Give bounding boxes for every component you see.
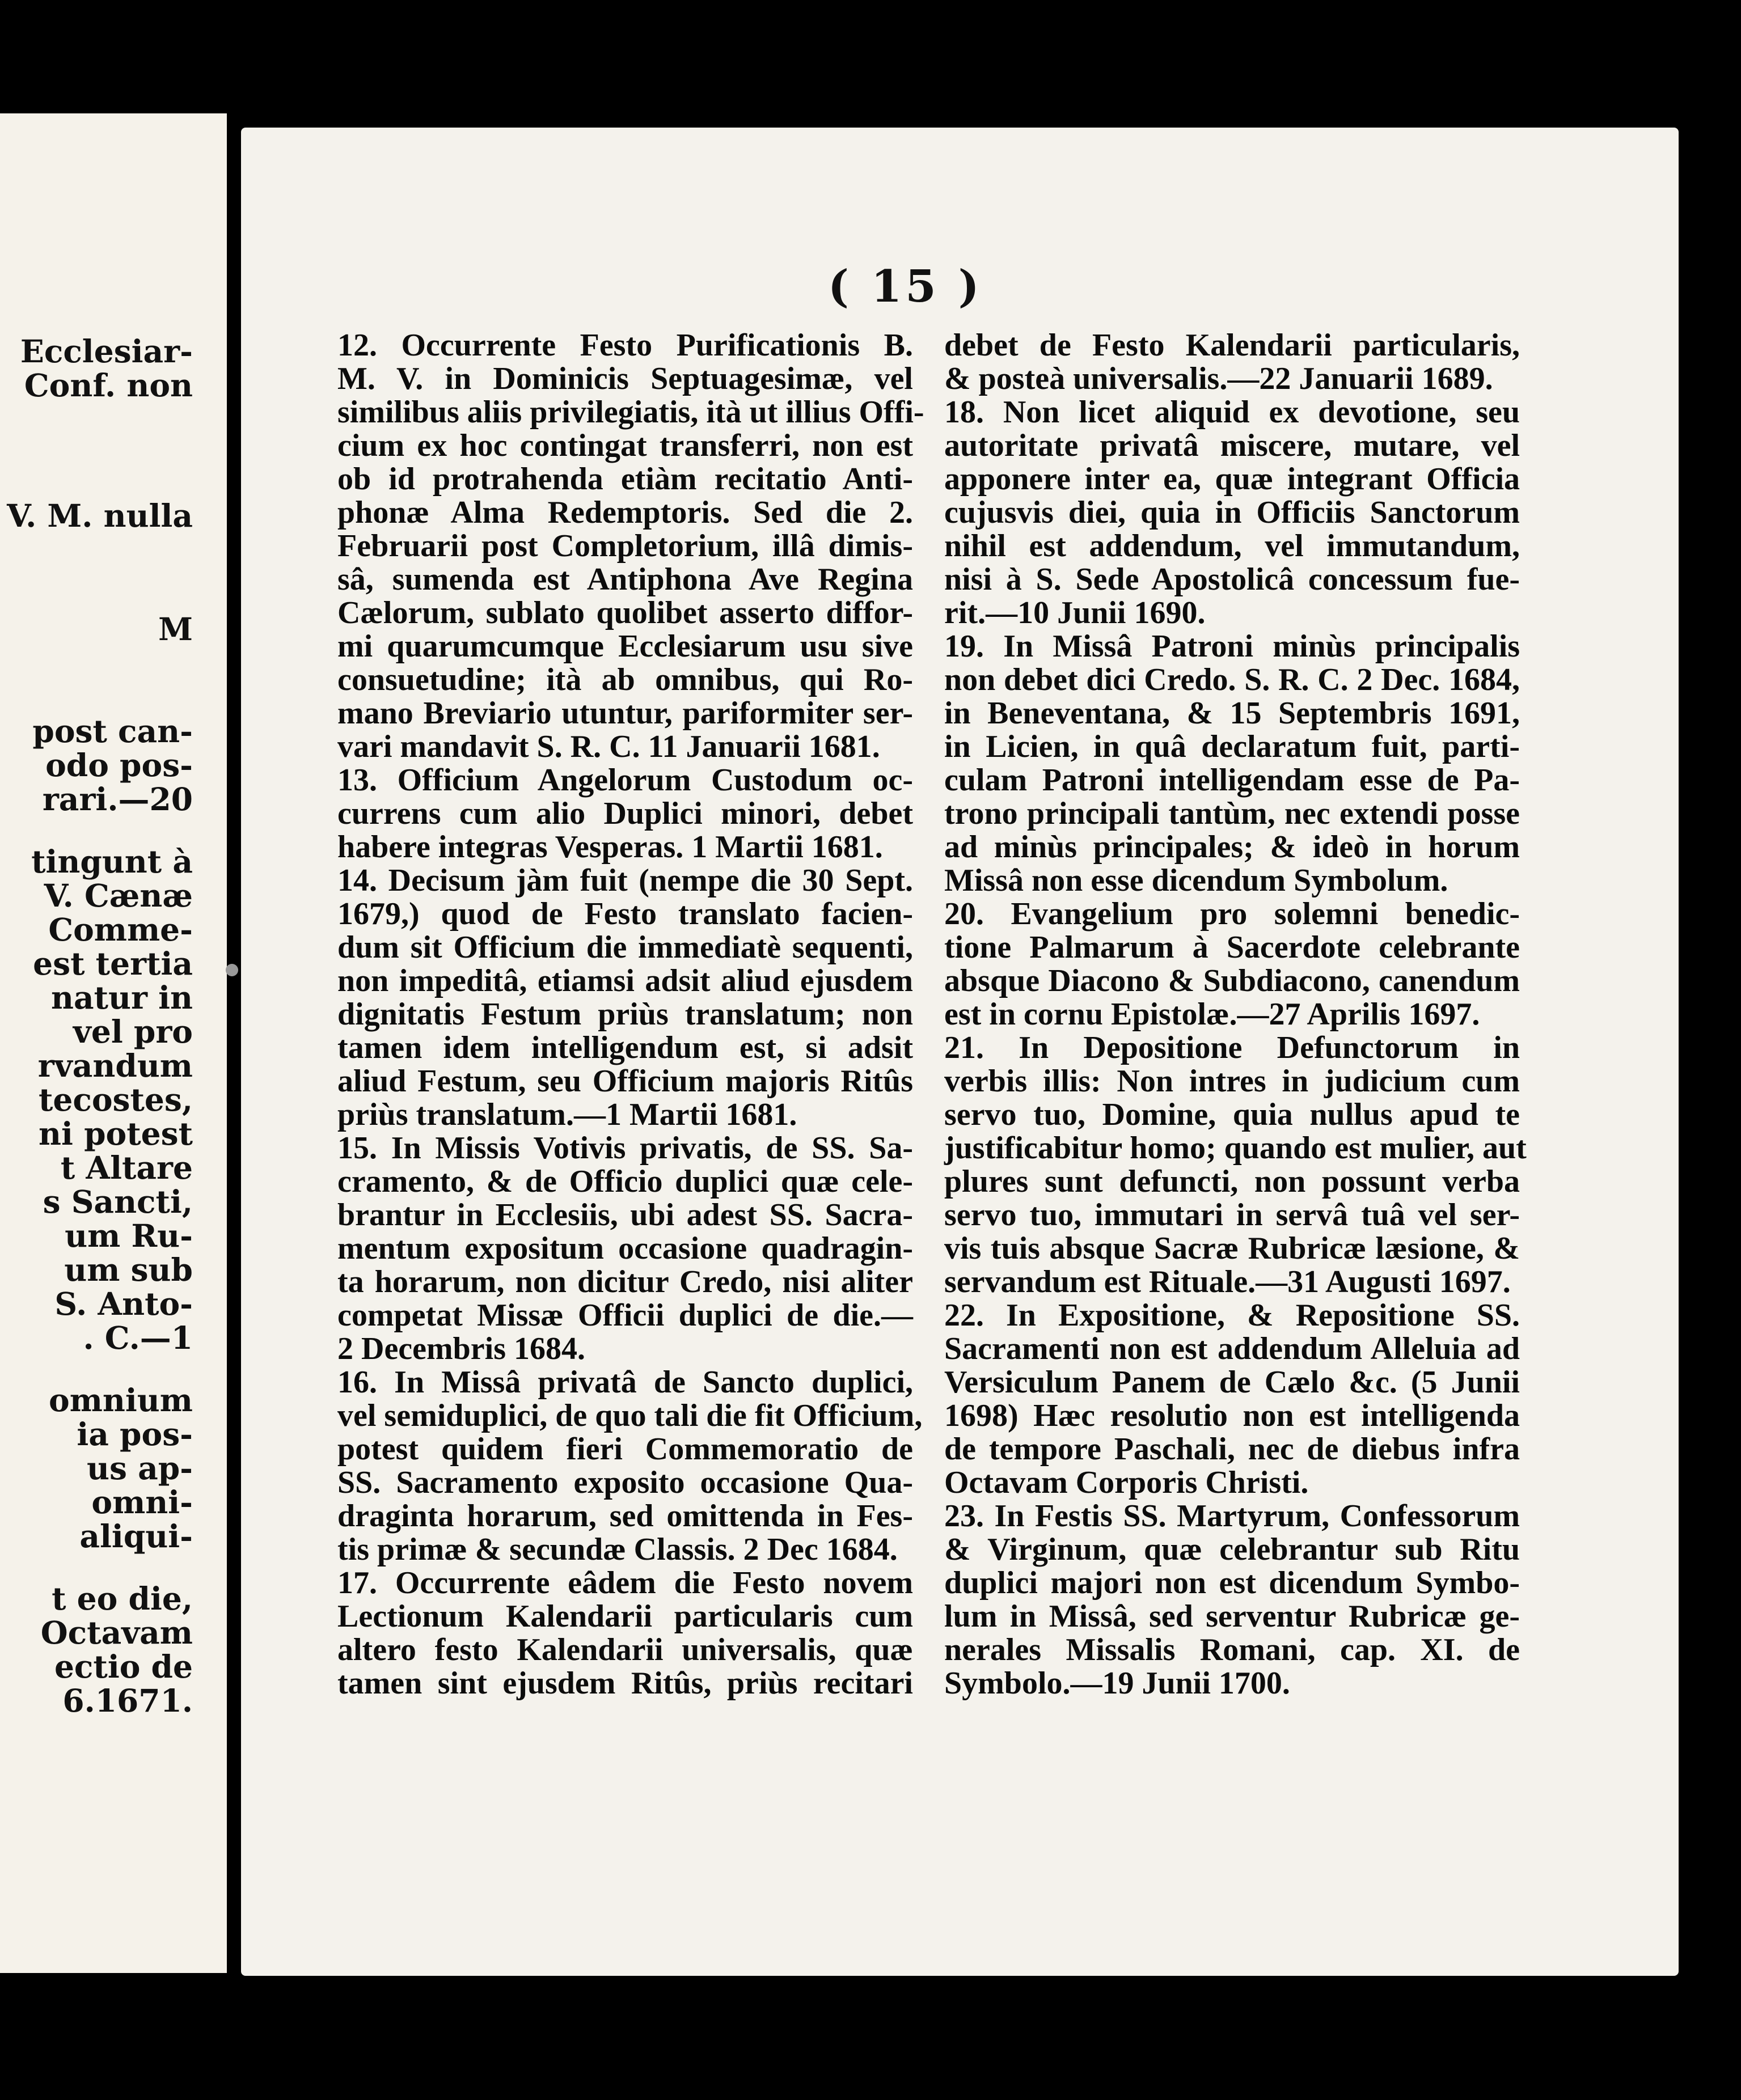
- text-line: priùs translatum.—1 Martii 1681.: [337, 1097, 797, 1132]
- text-line: Missâ non esse dicendum Symbolum.: [944, 863, 1448, 898]
- text-line: 14. Decisum jàm fuit (nempe die 30 Sept.: [337, 863, 913, 898]
- left-page-line: V. Cænæ: [44, 877, 193, 914]
- text-line: competat Missæ Officii duplici de die.—: [337, 1298, 913, 1333]
- left-page-line: Ecclesiar-: [20, 333, 193, 370]
- text-line: mano Breviario utuntur, pariformiter ser-: [337, 696, 913, 731]
- text-line: justificabitur homo; quando est mulier, aut: [944, 1131, 1527, 1166]
- left-page-line: omnium: [49, 1382, 193, 1419]
- text-line: tamen idem intelligendum est, si adsit: [337, 1030, 913, 1065]
- text-line: dum sit Officium die immediatè sequenti,: [337, 930, 913, 965]
- left-page-line: rvandum: [37, 1047, 193, 1084]
- text-line: M. V. in Dominicis Septuagesimæ, vel: [337, 361, 913, 396]
- left-page-line: rari.—20: [42, 781, 193, 818]
- left-page-line: Comme-: [48, 911, 193, 948]
- text-line: Versiculum Panem de Cælo &c. (5 Junii: [944, 1365, 1520, 1400]
- text-line: vis tuis absque Sacræ Rubricæ læsione, &: [944, 1231, 1520, 1266]
- text-line: cium ex hoc contingat transferri, non est: [337, 428, 913, 463]
- left-page-line: us ap-: [86, 1450, 193, 1487]
- text-line: verbis illis: Non intres in judicium cum: [944, 1064, 1520, 1099]
- text-line: est in cornu Epistolæ.—27 Aprilis 1697.: [944, 997, 1480, 1032]
- text-line: sâ, sumenda est Antiphona Ave Regina: [337, 562, 913, 597]
- text-line: tamen sint ejusdem Ritûs, priùs recitari: [337, 1666, 913, 1701]
- text-line: & Virginum, quæ celebrantur sub Ritu: [944, 1532, 1520, 1567]
- text-line: 19. In Missâ Patroni minùs principalis: [944, 629, 1520, 664]
- text-line: consuetudine; ità ab omnibus, qui Ro-: [337, 662, 913, 697]
- text-line: 20. Evangelium pro solemni benedic-: [944, 896, 1520, 932]
- text-line: cujusvis diei, quia in Officiis Sanctorum: [944, 495, 1520, 530]
- left-page-line: est tertia: [33, 945, 193, 982]
- text-line: Sacramenti non est addendum Alleluia ad: [944, 1331, 1520, 1366]
- left-page-line: t Altare: [60, 1149, 193, 1186]
- text-line: Cælorum, sublato quolibet asserto diffor-: [337, 595, 913, 630]
- left-page-line: Conf. non: [24, 367, 193, 404]
- text-line: vel semiduplici, de quo tali die fit Officium,: [337, 1398, 923, 1433]
- left-page-line: t eo die,: [52, 1580, 193, 1617]
- left-page-line: Octavam: [40, 1614, 193, 1651]
- left-page-line: ni potest: [39, 1115, 193, 1152]
- text-line: 21. In Depositione Defunctorum in: [944, 1030, 1520, 1065]
- text-line: in Beneventana, & 15 Septembris 1691,: [944, 696, 1520, 731]
- left-page-line: aliqui-: [79, 1518, 193, 1555]
- left-page-line: vel pro: [73, 1013, 193, 1050]
- text-line: SS. Sacramento exposito occasione Qua-: [337, 1465, 913, 1500]
- text-line: lum in Missâ, sed serventur Rubricæ ge-: [944, 1599, 1520, 1634]
- text-line: Lectionum Kalendarii particularis cum: [337, 1599, 913, 1634]
- left-page-line: um Ru-: [65, 1217, 193, 1254]
- text-line: nihil est addendum, vel immutandum,: [944, 528, 1520, 564]
- left-page-line: ectio de: [54, 1648, 193, 1685]
- left-page-line: tecostes,: [38, 1081, 193, 1118]
- text-line: culam Patroni intelligendam esse de Pa-: [944, 763, 1520, 798]
- text-column-left: [337, 328, 924, 1701]
- text-line: mi quarumcumque Ecclesiarum usu sive: [337, 629, 913, 664]
- text-line: ob id protrahenda etiàm recitatio Anti-: [337, 462, 913, 497]
- text-line: 16. In Missâ privatâ de Sancto duplici,: [337, 1365, 913, 1400]
- text-line: nerales Missalis Romani, cap. XI. de: [944, 1632, 1520, 1667]
- text-line: non debet dici Credo. S. R. C. 2 Dec. 1684,: [944, 662, 1520, 697]
- text-line: de tempore Paschali, nec de diebus infra: [944, 1432, 1520, 1467]
- text-line: currens cum alio Duplici minori, debet: [337, 796, 913, 831]
- left-page-line: V. M. nulla: [7, 497, 193, 534]
- text-line: Octavam Corporis Christi.: [944, 1465, 1309, 1500]
- text-line: draginta horarum, sed omittenda in Fes-: [337, 1498, 913, 1534]
- left-page-line: s Sancti,: [43, 1183, 193, 1220]
- left-page-fragment: [0, 113, 227, 1973]
- text-line: habere integras Vesperas. 1 Martii 1681.: [337, 829, 883, 865]
- text-line: phonæ Alma Redemptoris. Sed die 2.: [337, 495, 913, 530]
- text-line: servo tuo, Domine, quia nullus apud te: [944, 1097, 1520, 1132]
- text-line: nisi à S. Sede Apostolicâ concessum fue-: [944, 562, 1520, 597]
- text-line: similibus aliis privilegiatis, ità ut illius Offi-: [337, 395, 924, 430]
- text-column-right: [944, 328, 1527, 1701]
- text-line: plures sunt defuncti, non possunt verba: [944, 1164, 1520, 1199]
- text-line: mentum expositum occasione quadragin-: [337, 1231, 913, 1266]
- text-line: 17. Occurrente eâdem die Festo novem: [337, 1565, 913, 1601]
- text-line: in Licien, in quâ declaratum fuit, parti-: [944, 729, 1520, 764]
- text-line: servandum est Rituale.—31 Augusti 1697.: [944, 1264, 1511, 1299]
- text-line: non impeditâ, etiamsi adsit aliud ejusdem: [337, 963, 913, 998]
- text-line: & posteà universalis.—22 Januarii 1689.: [944, 361, 1493, 396]
- text-line: 1698) Hæc resolutio non est intelligenda: [944, 1398, 1520, 1433]
- left-page-line: um sub: [64, 1251, 193, 1288]
- text-line: Symbolo.—19 Junii 1700.: [944, 1666, 1290, 1701]
- text-line: servo tuo, immutari in servâ tuâ vel ser-: [944, 1197, 1520, 1233]
- text-line: 18. Non licet aliquid ex devotione, seu: [944, 395, 1520, 430]
- left-page-line: post can-: [32, 713, 193, 750]
- page-number: ( 15 ): [828, 261, 983, 312]
- text-line: duplici majori non est dicendum Symbo-: [944, 1565, 1520, 1601]
- text-line: altero festo Kalendarii universalis, quæ: [337, 1632, 913, 1667]
- text-line: potest quidem fieri Commemoratio de: [337, 1432, 913, 1467]
- text-line: cramento, & de Officio duplici quæ cele-: [337, 1164, 913, 1199]
- text-line: 15. In Missis Votivis privatis, de SS. Sa-: [337, 1131, 913, 1166]
- text-line: 12. Occurrente Festo Purificationis B.: [337, 328, 913, 363]
- left-page-line: tingunt à: [31, 843, 193, 880]
- text-line: rit.—10 Junii 1690.: [944, 595, 1206, 630]
- text-line: 22. In Expositione, & Repositione SS.: [944, 1298, 1520, 1333]
- text-line: tis primæ & secundæ Classis. 2 Dec 1684.: [337, 1532, 898, 1567]
- left-page-line: S. Anto-: [54, 1285, 193, 1322]
- text-line: 2 Decembris 1684.: [337, 1331, 586, 1366]
- text-line: vari mandavit S. R. C. 11 Januarii 1681.: [337, 729, 880, 764]
- text-line: 1679,) quod de Festo translato facien-: [337, 896, 913, 932]
- text-line: autoritate privatâ miscere, mutare, vel: [944, 428, 1520, 463]
- text-line: Februarii post Completorium, illâ dimis-: [337, 528, 913, 564]
- text-line: aliud Festum, seu Officium majoris Ritûs: [337, 1064, 913, 1099]
- left-page-line: . C.—1: [83, 1319, 193, 1356]
- text-line: brantur in Ecclesiis, ubi adest SS. Sacra-: [337, 1197, 913, 1233]
- text-line: ta horarum, non dicitur Credo, nisi aliter: [337, 1264, 913, 1299]
- left-page-line: 6.1671.: [62, 1682, 193, 1719]
- text-line: tione Palmarum à Sacerdote celebrante: [944, 930, 1520, 965]
- text-line: 13. Officium Angelorum Custodum oc-: [337, 763, 913, 798]
- text-line: trono principali tantùm, nec extendi posse: [944, 796, 1520, 831]
- text-line: ad minùs principales; & ideò in horum: [944, 829, 1520, 865]
- text-line: apponere inter ea, quæ integrant Officia: [944, 462, 1520, 497]
- left-page-line: natur in: [50, 979, 193, 1016]
- left-page-line: ia pos-: [77, 1416, 193, 1453]
- gutter-mark: [226, 964, 238, 976]
- text-line: debet de Festo Kalendarii particularis,: [944, 328, 1520, 363]
- text-line: dignitatis Festum priùs translatum; non: [337, 997, 913, 1032]
- text-line: absque Diacono & Subdiacono, canendum: [944, 963, 1520, 998]
- left-page-line: omni-: [91, 1484, 193, 1521]
- left-page-line: M: [158, 611, 193, 647]
- left-page-line: odo pos-: [45, 747, 193, 784]
- text-line: 23. In Festis SS. Martyrum, Confessorum: [944, 1498, 1520, 1534]
